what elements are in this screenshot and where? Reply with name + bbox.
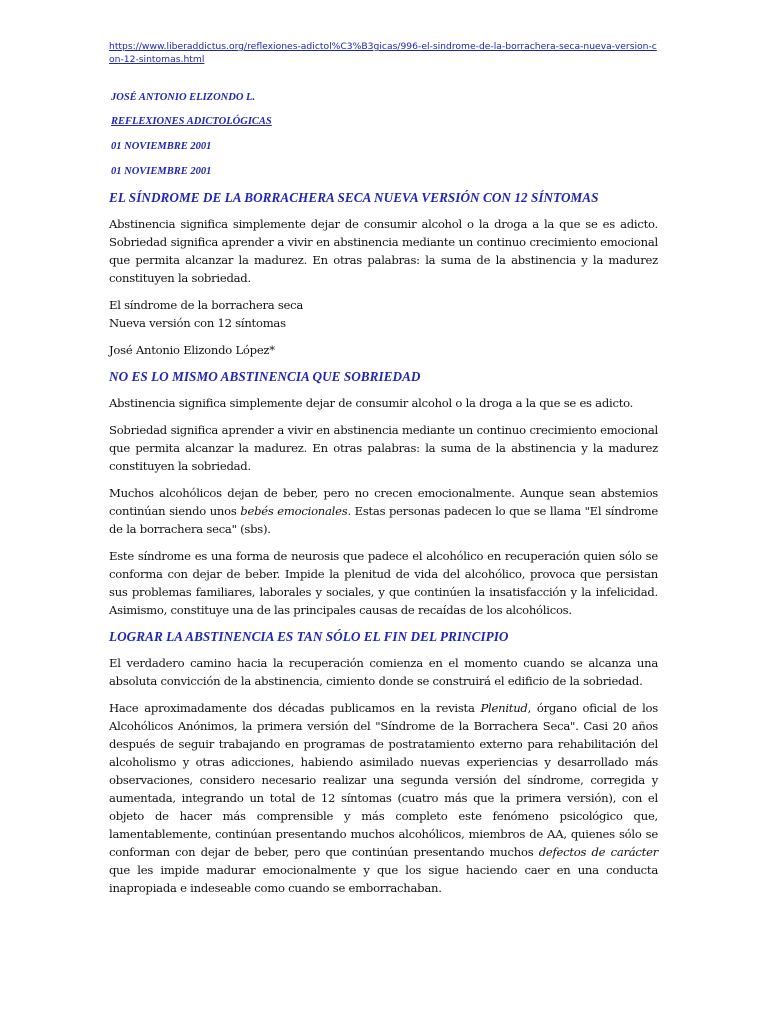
s2-p2-emphasis-1: Plenitud <box>480 701 528 715</box>
s2-p2-emphasis-2: defectos de carácter <box>538 845 658 859</box>
intro-paragraph: Abstinencia significa simplemente dejar de consumir alcohol o la droga a la que se es adicto. Sobriedad significa aprender a vivir en abstinencia mediante un continuo crecimiento emocional que permita alcanzar la madurez. En otras palabras: la suma de la abstinencia y la madurez constituyen la sobriedad. <box>109 217 658 285</box>
section-heading-2: LOGRAR LA ABSTINENCIA ES TAN SÓLO EL FIN DEL PRINCIPIO <box>109 629 509 644</box>
section1-paragraph-2: Sobriedad significa aprender a vivir en abstinencia mediante un continuo crecimiento emocional que permita alcanzar la madurez. En otras palabras: la suma de la abstinencia y la madurez constituyen la sobriedad. <box>109 423 658 473</box>
subtitle-line-2: Nueva versión con 12 síntomas <box>109 316 286 330</box>
s1-p3-text-b: . Estas personas padecen lo que se llama "El síndrome de la borrachera seca" (sbs). <box>109 504 658 536</box>
section2-paragraph-2 <box>109 699 658 897</box>
section1-paragraph-4: Este síndrome es una forma de neurosis que padece el alcohólico en recuperación quien sólo se conforma con dejar de beber. Impide la plenitud de vida del alcohólico, provoca que persistan sus problemas familiares, laborales y sociales, y que continúen la insatisfacción y la infelicidad. Asimismo, constituye una de las principales causas de recaídas de los alcohólicos. <box>109 549 658 617</box>
source-url-link[interactable]: https://www.liberaddictus.org/reflexiones-adictol%C3%B3gicas/996-el-sindrome-de-la-borrachera-seca-nueva-version-con-12-sintomas.html <box>109 41 657 65</box>
byline: José Antonio Elizondo López* <box>109 343 275 357</box>
section-heading-1: NO ES LO MISMO ABSTINENCIA QUE SOBRIEDAD <box>109 369 421 384</box>
subtitle-block <box>109 296 658 332</box>
section1-paragraph-3 <box>109 484 658 538</box>
publish-date-repeat: 01 NOVIEMBRE 2001 <box>111 166 212 177</box>
subtitle-line-1: El síndrome de la borrachera seca <box>109 298 304 312</box>
section1-paragraph-1: Abstinencia significa simplemente dejar de consumir alcohol o la droga a la que se es adicto. <box>109 396 634 410</box>
article-title: EL SÍNDROME DE LA BORRACHERA SECA NUEVA VERSIÓN CON 12 SÍNTOMAS <box>109 190 599 205</box>
s2-p2-text-b: , órgano oficial de los Alcohólicos Anónimos, la primera versión del "Síndrome de la Borrachera Seca". Casi 20 años después de seguir trabajando en programas de postratamiento externo para rehabilitación del alcoholismo y otras adicciones, habiendo asimilado nuevas experiencias y desarrollado más observaciones, considero necesario realizar una segunda versión del síndrome, corregida y aumentada, integrando un total de 12 síntomas (cuatro más que la primera versión), con el objeto de hacer más comprensible y más completo este fenómeno psicológico que, lamentablemente, continúan presentando muchos alcohólicos, miembros de AA, quienes sólo se conforman con dejar de beber, pero que continúan presentando muchos <box>109 701 658 859</box>
category-link[interactable]: REFLEXIONES ADICTOLÓGICAS <box>111 116 272 127</box>
s2-p2-text-c: que les impide madurar emocionalmente y que los sigue haciendo caer en una conducta inapropiada e indeseable como cuando se emborrachaban. <box>109 863 658 895</box>
s1-p3-emphasis: bebés emocionales <box>240 504 348 518</box>
s1-p3-text-a: Muchos alcohólicos dejan de beber, pero no crecen emocionalmente. Aunque sean abstemios continúan siendo unos <box>109 486 658 518</box>
section2-paragraph-1: El verdadero camino hacia la recuperación comienza en el momento cuando se alcanza una absoluta convicción de la abstinencia, cimiento donde se construirá el edificio de la sobriedad. <box>109 656 658 688</box>
publish-date: 01 NOVIEMBRE 2001 <box>111 141 212 152</box>
author-name: JOSÉ ANTONIO ELIZONDO L. <box>111 92 256 103</box>
s2-p2-text-a: Hace aproximadamente dos décadas publicamos en la revista <box>109 701 481 715</box>
